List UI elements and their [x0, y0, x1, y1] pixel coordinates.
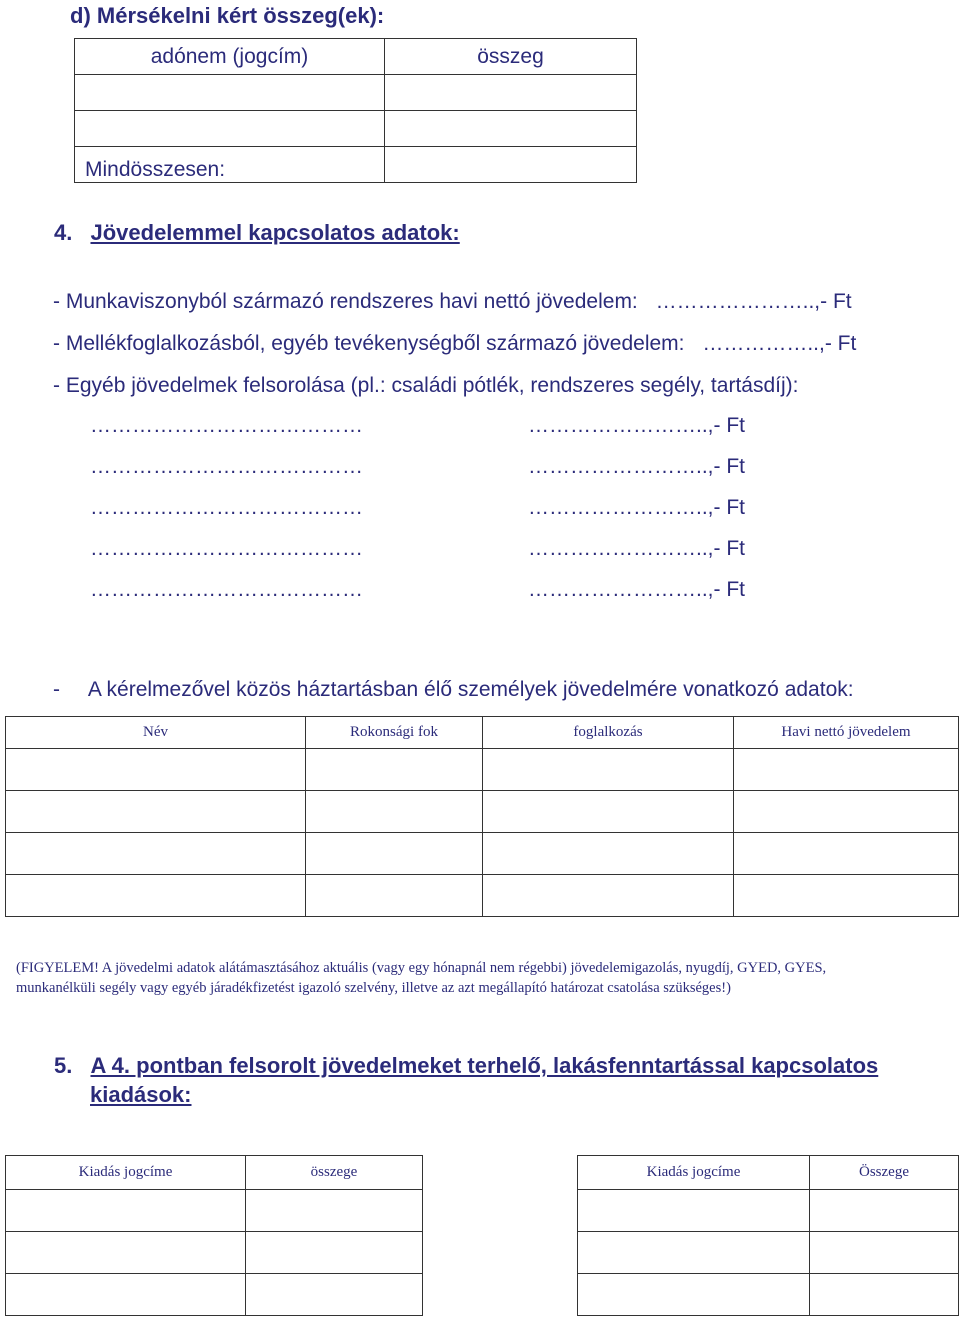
- table-cell[interactable]: [483, 875, 734, 917]
- section-4-number: 4.: [54, 220, 73, 245]
- household-dash: -: [53, 678, 60, 701]
- column-header-expense-amount: összege: [246, 1156, 423, 1190]
- table-cell[interactable]: [6, 833, 306, 875]
- household-table: [5, 716, 959, 917]
- currency-suffix: .,- Ft: [701, 455, 746, 478]
- other-income-row: [90, 455, 363, 479]
- warning-line-2: munkanélküli segély vagy egyéb járadékfizetést igazoló szelvény, illetve az azt megállapító határozat csatolása szükséges!): [16, 980, 731, 996]
- other-income-amount: [528, 414, 745, 438]
- other-income-amount-dots[interactable]: …………………….: [528, 496, 702, 519]
- column-header-relation: Rokonsági fok: [306, 717, 483, 749]
- table-cell[interactable]: [306, 749, 483, 791]
- currency-suffix: .,- Ft: [701, 537, 746, 560]
- total-label: Mindösszesen:: [75, 147, 385, 183]
- table-cell[interactable]: [306, 791, 483, 833]
- income-line-dots[interactable]: ……………..: [702, 332, 820, 355]
- section-5-title-line-2: kiadások:: [90, 1082, 192, 1107]
- household-label-row: [53, 678, 854, 702]
- income-line-secondary: [53, 332, 856, 356]
- income-line-label: - Mellékfoglalkozásból, egyéb tevékenységből származó jövedelem:: [53, 332, 685, 355]
- section-4-title: Jövedelemmel kapcsolatos adatok:: [90, 220, 460, 245]
- table-cell[interactable]: [6, 749, 306, 791]
- column-header-expense-type: Kiadás jogcíme: [6, 1156, 246, 1190]
- table-cell[interactable]: [734, 875, 959, 917]
- other-income-amount: [528, 455, 745, 479]
- column-header-occupation: foglalkozás: [483, 717, 734, 749]
- column-header-expense-type: Kiadás jogcíme: [578, 1156, 810, 1190]
- table-cell[interactable]: [483, 749, 734, 791]
- table-cell[interactable]: [810, 1190, 959, 1232]
- table-cell[interactable]: [483, 833, 734, 875]
- other-income-row: [90, 537, 363, 561]
- other-income-amount: [528, 496, 745, 520]
- table-cell[interactable]: [734, 791, 959, 833]
- other-income-amount: [528, 537, 745, 561]
- table-cell[interactable]: [246, 1232, 423, 1274]
- income-line-dots[interactable]: …………………..: [655, 290, 815, 313]
- table-cell[interactable]: [734, 749, 959, 791]
- table-cell[interactable]: [810, 1274, 959, 1316]
- table-cell[interactable]: [6, 1190, 246, 1232]
- currency-suffix: .,- Ft: [701, 578, 746, 601]
- section-4-heading: [54, 220, 460, 246]
- column-header-net-income: Havi nettó jövedelem: [734, 717, 959, 749]
- table-cell[interactable]: [306, 875, 483, 917]
- table-cell[interactable]: [385, 111, 637, 147]
- table-cell[interactable]: [246, 1190, 423, 1232]
- table-cell[interactable]: [6, 1274, 246, 1316]
- expense-table-right: [577, 1155, 959, 1316]
- reduction-table: [74, 38, 637, 183]
- income-line-label: - Munkaviszonyból származó rendszeres havi nettó jövedelem:: [53, 290, 638, 313]
- other-income-amount-dots[interactable]: …………………….: [528, 578, 702, 601]
- column-header-tax-type: adónem (jogcím): [75, 39, 385, 75]
- section-5-number: 5.: [54, 1053, 73, 1078]
- section-5-heading: [54, 1053, 878, 1079]
- currency-suffix: ,- Ft: [814, 290, 852, 313]
- table-cell[interactable]: [578, 1190, 810, 1232]
- income-line-employment: [53, 290, 852, 314]
- other-income-name-dots[interactable]: …………………………………: [90, 578, 363, 601]
- column-header-name: Név: [6, 717, 306, 749]
- table-cell[interactable]: [306, 833, 483, 875]
- currency-suffix: ,- Ft: [819, 332, 857, 355]
- other-income-amount: [528, 578, 745, 602]
- table-cell[interactable]: [6, 1232, 246, 1274]
- other-income-row: [90, 414, 363, 438]
- other-income-label: - Egyéb jövedelmek felsorolása (pl.: családi pótlék, rendszeres segély, tartásdíj):: [53, 374, 799, 397]
- other-income-amount-dots[interactable]: …………………….: [528, 537, 702, 560]
- warning-line-1: (FIGYELEM! A jövedelmi adatok alátámasztásához aktuális (vagy egy hónapnál nem régebbi) jövedelemigazolás, nyugdíj, GYED, GYES,: [16, 960, 827, 976]
- table-cell[interactable]: [483, 791, 734, 833]
- total-value-cell[interactable]: [385, 147, 637, 183]
- table-cell[interactable]: [75, 75, 385, 111]
- table-cell[interactable]: [810, 1232, 959, 1274]
- column-header-expense-amount: Összege: [810, 1156, 959, 1190]
- other-income-name-dots[interactable]: …………………………………: [90, 496, 363, 519]
- table-cell[interactable]: [385, 75, 637, 111]
- other-income-name-dots[interactable]: …………………………………: [90, 455, 363, 478]
- column-header-amount: összeg: [385, 39, 637, 75]
- table-cell[interactable]: [246, 1274, 423, 1316]
- section-d-heading: d) Mérsékelni kért összeg(ek):: [70, 3, 385, 28]
- table-cell[interactable]: [6, 875, 306, 917]
- table-cell[interactable]: [578, 1274, 810, 1316]
- table-cell[interactable]: [75, 111, 385, 147]
- other-income-amount-dots[interactable]: …………………….: [528, 455, 702, 478]
- table-cell[interactable]: [734, 833, 959, 875]
- expense-table-left: [5, 1155, 423, 1316]
- household-label: A kérelmezővel közös háztartásban élő személyek jövedelmére vonatkozó adatok:: [87, 678, 854, 701]
- currency-suffix: .,- Ft: [701, 496, 746, 519]
- section-5-title-line-1: A 4. pontban felsorolt jövedelmeket terhelő, lakásfenntartással kapcsolatos: [90, 1053, 879, 1078]
- other-income-row: [90, 578, 363, 602]
- other-income-name-dots[interactable]: …………………………………: [90, 414, 363, 437]
- other-income-name-dots[interactable]: …………………………………: [90, 537, 363, 560]
- currency-suffix: .,- Ft: [701, 414, 746, 437]
- table-cell[interactable]: [6, 791, 306, 833]
- other-income-row: [90, 496, 363, 520]
- other-income-amount-dots[interactable]: …………………….: [528, 414, 702, 437]
- table-cell[interactable]: [578, 1232, 810, 1274]
